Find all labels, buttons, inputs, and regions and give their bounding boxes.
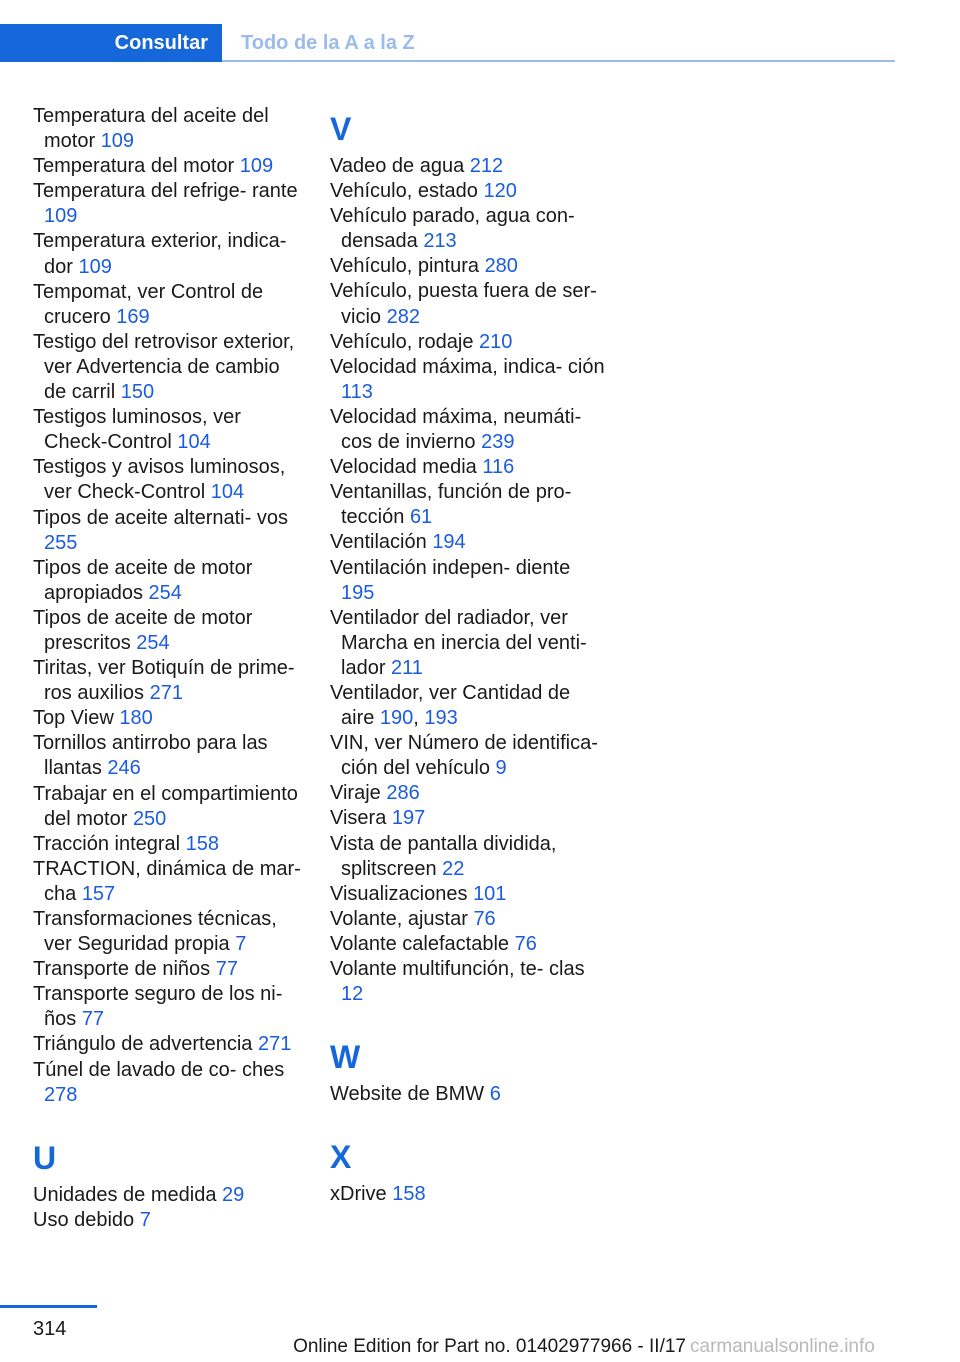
index-entry [33, 907, 303, 957]
index-entry [330, 882, 605, 907]
page-link[interactable]: 213 [423, 230, 457, 253]
page-link[interactable]: 109 [239, 155, 274, 178]
page-link[interactable]: 157 [81, 882, 116, 905]
entry-text: Volante multifunción, te‐ clas [330, 958, 585, 980]
entry-text: Visera [330, 807, 387, 830]
index-entry [330, 279, 605, 329]
entry-text: Top View [33, 707, 114, 730]
entry-text: Vista de pantalla dividida, splitscreen [330, 832, 557, 880]
page-header [0, 0, 960, 64]
index-entry [33, 405, 303, 455]
entry-text: Ventilador del radiador, ver Marcha en inercia del venti‐ lador [330, 606, 587, 679]
page-link[interactable]: 7 [235, 933, 247, 956]
entry-text: Volante calefactable [330, 932, 510, 955]
index-entry [330, 907, 605, 932]
entry-text: Túnel de lavado de co‐ ches [33, 1058, 285, 1081]
entry-text: Ventilador, ver Cantidad de aire [330, 681, 571, 730]
entry-text: Trabajar en el compartimiento del motor [33, 782, 298, 830]
index-entry [330, 179, 605, 204]
entry-text: Vehículo parado, agua con‐ densada [330, 205, 575, 253]
page-link[interactable]: 212 [469, 155, 504, 177]
entry-text: Uso debido [33, 1208, 135, 1231]
page-link[interactable]: 254 [136, 631, 170, 654]
page-link[interactable]: 271 [257, 1033, 292, 1056]
index-entry [330, 204, 605, 254]
entry-text: Velocidad media [330, 456, 477, 479]
entry-text: Transporte seguro de los ni‐ ños [33, 983, 283, 1031]
entry-text: Viraje [330, 782, 381, 805]
index-entry [33, 656, 303, 706]
entry-text: Testigos luminosos, ver Check-Control [33, 406, 241, 454]
tab-todo-a-z[interactable]: Todo de la A a la Z [241, 31, 415, 54]
page-link[interactable]: 109 [44, 205, 78, 228]
index-entry [330, 1082, 605, 1107]
page-link[interactable]: 169 [116, 305, 150, 328]
page-link[interactable]: 150 [120, 381, 155, 404]
section-letter: W [330, 1039, 361, 1076]
entry-text: Vehículo, rodaje [330, 330, 474, 353]
entry-text: VIN, ver Número de identifica‐ ción del vehículo [330, 732, 598, 780]
page-link[interactable]: 271 [149, 682, 183, 705]
page-link[interactable]: 278 [44, 1083, 78, 1106]
page-link[interactable]: 158 [185, 832, 220, 855]
entry-text: Vehículo, estado [330, 180, 478, 203]
index-entry [33, 1208, 303, 1233]
page-link[interactable]: 76 [514, 932, 537, 955]
page-link[interactable]: 120 [483, 180, 517, 203]
index-entry [330, 932, 605, 957]
section-letter: U [33, 1139, 57, 1176]
index-entry [33, 857, 303, 907]
entry-text: Ventanillas, función de pro‐ tección [330, 481, 572, 529]
watermark: carmanualsonline.info [690, 1336, 875, 1357]
page-link[interactable]: 104 [210, 481, 245, 504]
entry-text: Tipos de aceite de motor apropiados [33, 556, 253, 604]
index-entry [330, 1182, 605, 1207]
page-link[interactable]: 77 [215, 958, 238, 981]
section-letter: V [330, 111, 352, 147]
index-entry [330, 154, 605, 179]
entry-text: Tempomat, ver Control de crucero [33, 280, 264, 328]
entry-text: Transporte de niños [33, 958, 211, 981]
page-link[interactable]: 180 [119, 707, 153, 730]
entry-text: Tornillos antirrobo para las llantas [33, 732, 268, 780]
entry-text: Vehículo, pintura [330, 255, 479, 278]
entry-text: Website de BMW [330, 1083, 485, 1106]
index-entry [33, 455, 303, 505]
page-link[interactable]: 7 [139, 1208, 151, 1231]
index-entry [33, 104, 303, 154]
entry-text: Ventilación indepen‐ diente [330, 556, 571, 579]
index-entry [330, 254, 605, 279]
tab-consultar[interactable]: Consultar [0, 24, 222, 62]
page-link[interactable]: 101 [473, 882, 507, 905]
page-link[interactable]: 190 [379, 707, 414, 730]
index-entry [33, 832, 303, 857]
index-entry [33, 154, 303, 179]
index-entry [33, 506, 303, 556]
page-link[interactable]: 109 [100, 130, 135, 153]
page-link[interactable]: 22 [442, 857, 465, 880]
entry-text: Tipos de aceite alternati‐ vos [33, 506, 288, 529]
index-entry [330, 606, 605, 681]
page-link[interactable]: 286 [386, 782, 420, 805]
page-link[interactable]: 6 [489, 1083, 501, 1106]
index-entry [330, 832, 605, 882]
page-link[interactable]: 246 [107, 757, 141, 780]
index-entry [33, 330, 303, 405]
page-number: 314 [33, 1318, 67, 1340]
index-entry [33, 782, 303, 832]
index-entry [33, 1032, 303, 1057]
index-entry [330, 806, 605, 831]
edition-text: Online Edition for Part no. 01402977966 - II/17 [293, 1336, 686, 1357]
entry-text: TRACTION, dinámica de mar‐ cha [33, 857, 301, 905]
index-column-right [330, 104, 605, 1207]
page-link[interactable]: 76 [473, 907, 496, 930]
page-link[interactable]: 280 [484, 255, 518, 278]
index-entry [330, 781, 605, 806]
entry-text: Unidades de medida [33, 1183, 217, 1206]
index-entry [330, 556, 605, 606]
page-link[interactable]: 193 [424, 707, 458, 730]
page-link[interactable]: 12 [341, 983, 364, 1006]
entry-text: xDrive [330, 1183, 387, 1206]
entry-text: Temperatura del refrige‐ rante [33, 180, 298, 203]
index-entry [330, 480, 605, 530]
page-link[interactable]: 282 [386, 305, 420, 328]
footer-divider [0, 1305, 97, 1308]
entry-text: Tiritas, ver Botiquín de prime‐ ros auxilios [33, 657, 295, 705]
entry-text: Triángulo de advertencia [33, 1033, 253, 1056]
index-entry [33, 606, 303, 656]
page-link[interactable]: 109 [78, 255, 112, 278]
page-link[interactable]: 194 [432, 531, 466, 554]
index-entry [33, 280, 303, 330]
entry-text: Vadeo de agua [330, 155, 465, 177]
index-entry [330, 330, 605, 355]
page-link[interactable]: 210 [479, 330, 513, 353]
page-link[interactable]: 116 [482, 456, 515, 479]
page-link[interactable]: 255 [44, 531, 78, 554]
index-entry [33, 1058, 303, 1108]
entry-text: Tipos de aceite de motor prescritos [33, 606, 253, 654]
index-column-left [33, 104, 303, 1233]
index-entry [33, 556, 303, 606]
page-link[interactable]: 195 [341, 581, 375, 604]
index-entry [330, 455, 605, 480]
page-link[interactable]: 29 [222, 1183, 245, 1206]
page-link[interactable]: 113 [341, 380, 373, 403]
index-entry [33, 1183, 303, 1208]
entry-text: Tracción integral [33, 832, 181, 855]
index-entry [33, 957, 303, 982]
index-entry [33, 982, 303, 1032]
index-entry [330, 355, 605, 405]
index-entry [330, 405, 605, 455]
page-link[interactable]: 211 [391, 656, 423, 679]
page-link[interactable]: 239 [481, 431, 515, 454]
page-link[interactable]: 104 [177, 431, 211, 454]
section-letter: X [330, 1139, 352, 1176]
page-link[interactable]: 77 [81, 1008, 105, 1031]
entry-text: Volante, ajustar [330, 907, 468, 930]
entry-text: Velocidad máxima, neumáti‐ cos de invierno [330, 405, 582, 454]
index-entry: Ventilador, ver Cantidad de aire 190, 193 [330, 681, 571, 730]
entry-text: Transformaciones técnicas, ver Seguridad propia [33, 908, 277, 956]
page-link[interactable]: 61 [409, 506, 433, 529]
index-entry [33, 179, 303, 229]
page-link[interactable]: 254 [148, 581, 182, 604]
entry-text: Temperatura del aceite del motor [33, 105, 269, 153]
index-entry [33, 229, 303, 279]
page-link[interactable]: 158 [392, 1183, 426, 1206]
entry-text: Testigos y avisos luminosos, ver Check-Control [33, 456, 286, 504]
index-entry [33, 706, 303, 731]
entry-text: Testigo del retrovisor exterior, ver Advertencia de cambio de carril [33, 330, 295, 404]
entry-text: Vehículo, puesta fuera de ser‐ vicio [330, 280, 597, 328]
page-link[interactable]: 250 [132, 807, 167, 830]
header-divider [222, 60, 895, 62]
page-link[interactable]: 197 [391, 807, 426, 830]
index-entry [330, 957, 605, 1007]
page-link[interactable]: 9 [495, 757, 507, 780]
entry-text: Ventilación [330, 531, 427, 554]
entry-text: Visualizaciones [330, 882, 468, 905]
index-entry [330, 731, 605, 781]
entry-text: Velocidad máxima, indica‐ ción [330, 355, 605, 378]
index-entry [33, 731, 303, 781]
entry-text: Temperatura exterior, indica‐ dor [33, 230, 287, 278]
entry-text: Temperatura del motor [33, 155, 235, 178]
index-entry [330, 530, 605, 555]
